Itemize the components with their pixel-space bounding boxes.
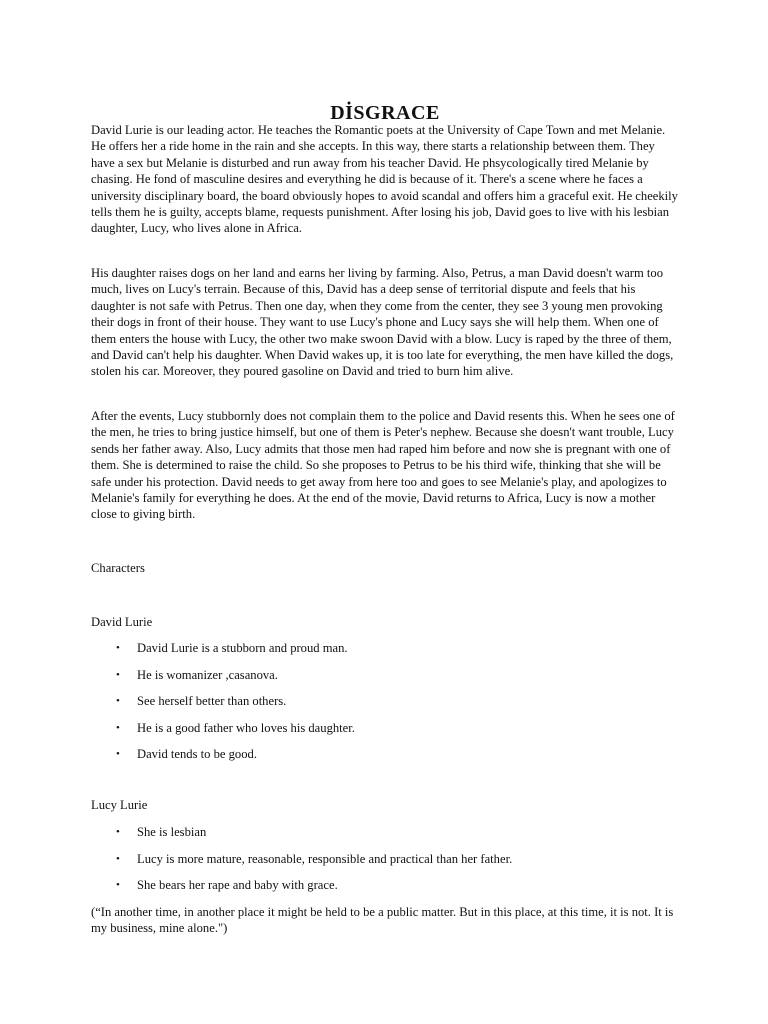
list-item [91,851,679,878]
bullet-icon: • [116,721,120,734]
trait-text: He is a good father who loves his daughter. [137,720,355,735]
bullet-icon: • [116,695,120,707]
trait-text: David tends to be good. [137,747,257,761]
bullet-icon: • [116,852,120,865]
trait-text: He is womanizer ,casanova. [137,667,278,682]
character-name-lucy: Lucy Lurie [91,798,148,812]
list-item [91,746,679,773]
lucy-traits-list [91,824,679,904]
summary-paragraph-1: David Lurie is our leading actor. He teaches the Romantic poets at the University of Cape Town and met Melanie. He offers her a ride home in the rain and she accepts. In this way, there starts a relationship between them. They have a sex but Melanie is disturbed and run away from his teacher David. He phsycologically tired Melanie by chasing. He fond of masculine desires and everything he did is because of it. There's a scene where he faces a university disciplinary board, the board obviously hopes to avoid scandal and offers him a graceful exit. He cheekily tells them he is guilty, accepts blame, requests punishment. After losing his job, David goes to live with his lesbian daughter, Lucy, who lives alone in Africa. [91,123,678,236]
characters-heading: Characters [91,561,145,575]
document-title: DİSGRACE [330,102,440,125]
character-name-david: David Lurie [91,615,153,629]
summary-paragraph-2: His daughter raises dogs on her land and earns her living by farming. Also, Petrus, a man David doesn't warm too much, lives on Lucy's terrain. Because of this, David has a deep sense of territorial dispute and feels that his daughter is not safe with Petrus. Then one day, when they come from the center, they see 3 young men provoking their dogs in front of their house. They want to use Lucy's phone and Lucy says she will help them. When one of them enters the house with Lucy, the other two make swoon David with a blow. Lucy is raped by the three of them, and David can't help his daughter. When David wakes up, it is too late for everything, the men have killed the dogs, stolen his car. Moreover, they poured gasoline on David and tried to burn him alive. [91,266,674,379]
trait-text: Lucy is more mature, reasonable, responsible and practical than her father. [137,851,513,866]
lucy-quote: (“In another time, in another place it might be held to be a public matter. But in this place, at this time, it is not. It is my business, mine alone.") [91,905,674,936]
bullet-icon: • [116,668,120,681]
bullet-icon: • [116,748,120,760]
list-item [91,693,679,720]
bullet-icon: • [116,642,120,654]
list-item [91,877,679,904]
list-item [91,720,679,747]
summary-paragraph-3: After the events, Lucy stubbornly does not complain them to the police and David resents this. When he sees one of the men, he tries to bring justice himself, but one of them is Peter's nephew. Because she doesn't want trouble, Lucy sends her father away. Also, Lucy admits that those men had raped him before and now she is pregnant with one of them. She is determined to raise the child. So she proposes to Petrus to be his third wife, thinking that she will be safe under his protection. David needs to get away from here too and goes to see Melanie's play, and apologizes to Melanie's family for everything he does. At the end of the movie, David returns to Africa, Lucy is now a mother close to giving birth. [91,409,675,522]
bullet-icon: • [116,879,120,891]
list-item [91,824,679,851]
trait-text: She is lesbian [137,825,207,839]
trait-text: She bears her rape and baby with grace. [137,878,338,892]
david-traits-list [91,640,679,773]
list-item [91,667,679,694]
bullet-icon: • [116,826,120,838]
list-item [91,640,679,667]
trait-text: See herself better than others. [137,694,287,708]
trait-text: David Lurie is a stubborn and proud man. [137,641,348,655]
